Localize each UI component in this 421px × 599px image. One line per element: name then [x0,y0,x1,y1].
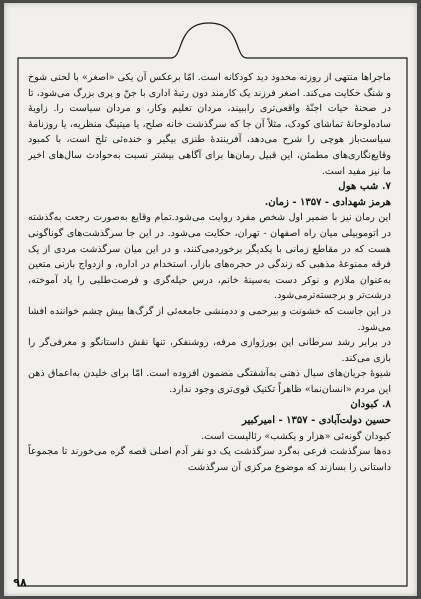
body-paragraph: شیوهٔ جریان‌های سیال ذهنی به‌آشفتگی مضمون افزوده است. امّا برای خلیدن به‌اعماق ذهن این مردم «انسان‌نما» ظاهراً تکنیک قوی‌تری وجود ندارد. [28,368,391,395]
body-paragraph: ده‌ها سرگذشت فرعی به‌گرد سرگذشت یک دو نفر آدم اصلی قصه گره می‌خورند تا مجموعاً داستانی را بسازند که موضوع مرکزی آن سرگذشت [28,446,391,473]
body-paragraph: این رمان نیز با ضمیر اول شخص مفرد روایت می‌شود.تمام وقایع به‌صورت رجعت به‌گذشته در اتوموبیلی میان راه اصفهان - تهران، حکایت می‌شود. در این جا سرگذشت‌های گوناگونی هست که در مقاطع زمانی با یکدیگر برخورد‌می‌کنند، و در این میان سرگذشت مردی از یک فرقه ممنوعهٔ مذهبی که زندگی در حجره‌های بازار، استخدام در اداره، و ازدواج بازنی متعین به‌عنوان ملازم و نوکر دست به‌سینهٔ خانم، درس حیله‌گری و فرصت‌طلبی را یاد آموخته، درشت‌تر و برجسته‌تر‌می‌شود. [28,212,391,302]
body-paragraph: ماجراها منتهی از روزنه محدود دید کودکانه است. امّا برعکس آن یکی «اصغر» با لحنی شوخ و شنگ حکایت می‌کند. اصغر فرزند یک کارمند دون رتبهٔ اداری با جنّ و پری بزرگ می‌شود، تا در صحنهٔ حیات اجنّهٔ واقعی‌تری را‌ببیند، مردان تعلیم وکار، و مردان سیاست را. زاویهٔ ساده‌لوحانهٔ تماشای کودک، مثلاً آن جا که سرگذشت خانه صلح، یا میتینگ منظریه، یا روزنامهٔ سیاست‌باز هوچی را شرح می‌دهد، آفرینندهٔ طنزی بیگیر و خنده‌ئی تلخ است، با کمبود وقایع‌نگاری‌های مطمئن، این قبیل رمان‌ها برای آگاهی بیشتر نسبت به‌حوادث سال‌های اخیر ما نیز مفید است. [28,72,391,177]
page-number: ۹۸ [13,576,27,589]
section-heading: ۷. شب هول [338,180,391,193]
author-line: حسین دولت‌آبادی - ۱۳۵۷ - امیرکبیر [242,415,391,427]
article-text [28,70,391,580]
author-line: هرمز شهدادی - ۱۳۵۷ - زمان. [264,196,391,208]
book-page [4,3,417,596]
body-paragraph: کبودان گونه‌ئی «هزار و یکشب» رئالیست است. [201,430,391,442]
body-paragraph: در این جاست که خشونت و بیرحمی و ددمنشی جامعه‌ئی از گرگ‌ها بیش چشم خواننده افشا می‌شود. [28,305,391,333]
section-heading: ۸. کبودان [350,398,391,411]
body-paragraph: در برابر رشد سرطانی این بورژوازی مرفه، روشنفکر، تنها نقش داستانگو و معرفی‌گر را بازی می‌کند. [28,337,391,364]
